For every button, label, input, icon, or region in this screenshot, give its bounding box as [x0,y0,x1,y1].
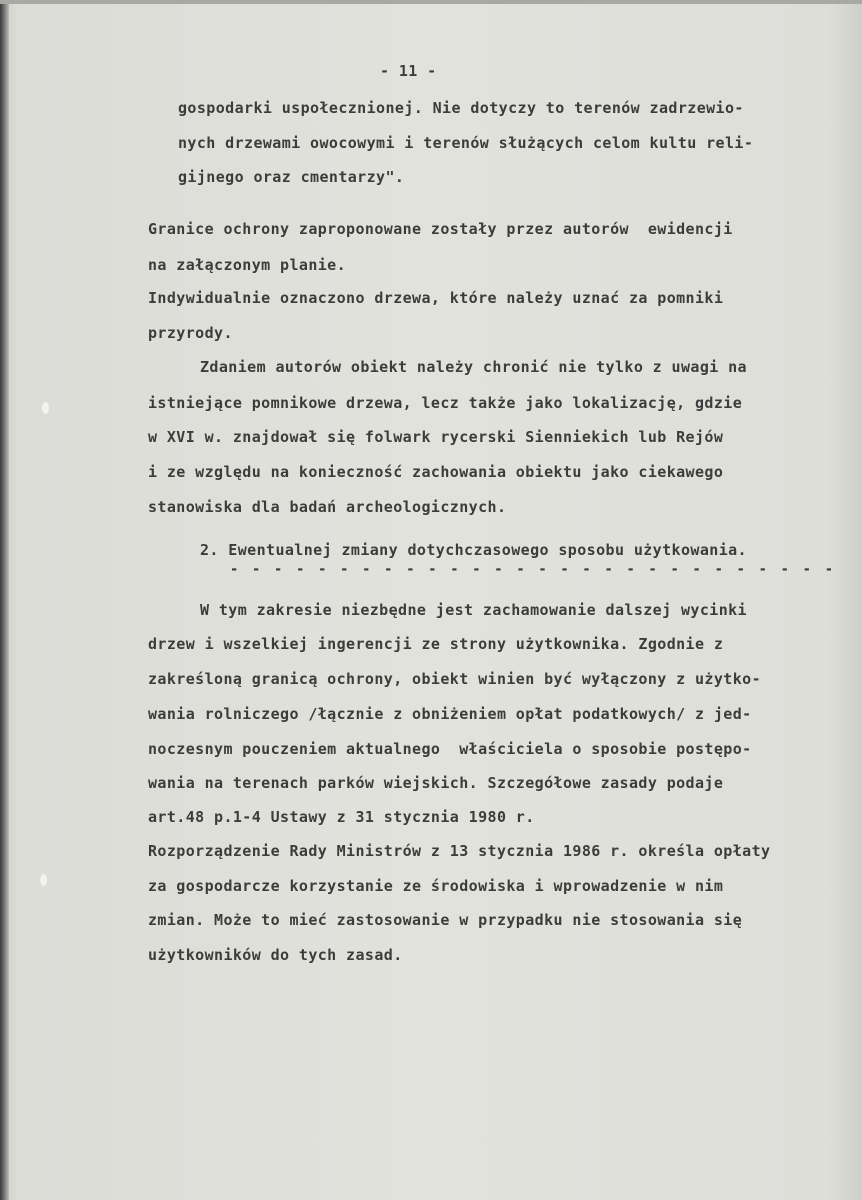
text-line: Indywidualnie oznaczono drzewa, które należy uznać za pomniki [148,289,724,307]
page-top-edge [0,0,862,4]
text-line: za gospodarcze korzystanie ze środowiska i wprowadzenie w nim [148,877,724,895]
text-line: istniejące pomnikowe drzewa, lecz także jako lokalizację, gdzie [148,394,743,412]
text-line: wania na terenach parków wiejskich. Szczegółowe zasady podaje [148,774,724,792]
text-line: zakreśloną granicą ochrony, obiekt winien być wyłączony z użytko- [148,670,761,688]
punch-hole [42,402,49,414]
text-line: gijnego oraz cmentarzy". [178,168,405,186]
text-line: w XVI w. znajdował się folwark rycerski Sienniekich lub Rejów [148,428,724,446]
text-line: Rozporządzenie Rady Ministrów z 13 stycznia 1986 r. określa opłaty [148,842,771,860]
page-number: - 11 - [380,62,437,80]
text-line: noczesnym pouczeniem aktualnego właściciela o sposobie postępo- [148,740,752,758]
text-line: stanowiska dla badań archeologicznych. [148,498,507,516]
text-line: przyrody. [148,324,233,342]
text-line: art.48 p.1-4 Ustawy z 31 stycznia 1980 r. [148,808,535,826]
text-line: drzew i wszelkiej ingerencji ze strony użytkownika. Zgodnie z [148,635,724,653]
heading-underline: - - - - - - - - - - - - - - - - - - - - - - - - - - - - [230,560,836,578]
text-line: W tym zakresie niezbędne jest zachamowanie dalszej wycinki [200,601,747,619]
text-line: Granice ochrony zaproponowane zostały przez autorów ewidencji [148,220,733,238]
text-line: Zdaniem autorów obiekt należy chronić nie tylko z uwagi na [200,358,747,376]
text-line: użytkowników do tych zasad. [148,946,403,964]
text-line: i ze względu na konieczność zachowania obiektu jako ciekawego [148,463,724,481]
page-binding-edge [0,0,9,1200]
text-line: nych drzewami owocowymi i terenów służących celom kultu reli- [178,134,754,152]
text-line: wania rolniczego /łącznie z obniżeniem opłat podatkowych/ z jed- [148,705,752,723]
text-line: gospodarki uspołecznionej. Nie dotyczy to terenów zadrzewio- [178,99,744,117]
section-heading: 2. Ewentualnej zmiany dotychczasowego sposobu użytkowania. [200,541,747,559]
text-line: na załączonym planie. [148,256,347,274]
punch-hole [40,874,47,886]
text-line: zmian. Może to mieć zastosowanie w przypadku nie stosowania się [148,911,743,929]
